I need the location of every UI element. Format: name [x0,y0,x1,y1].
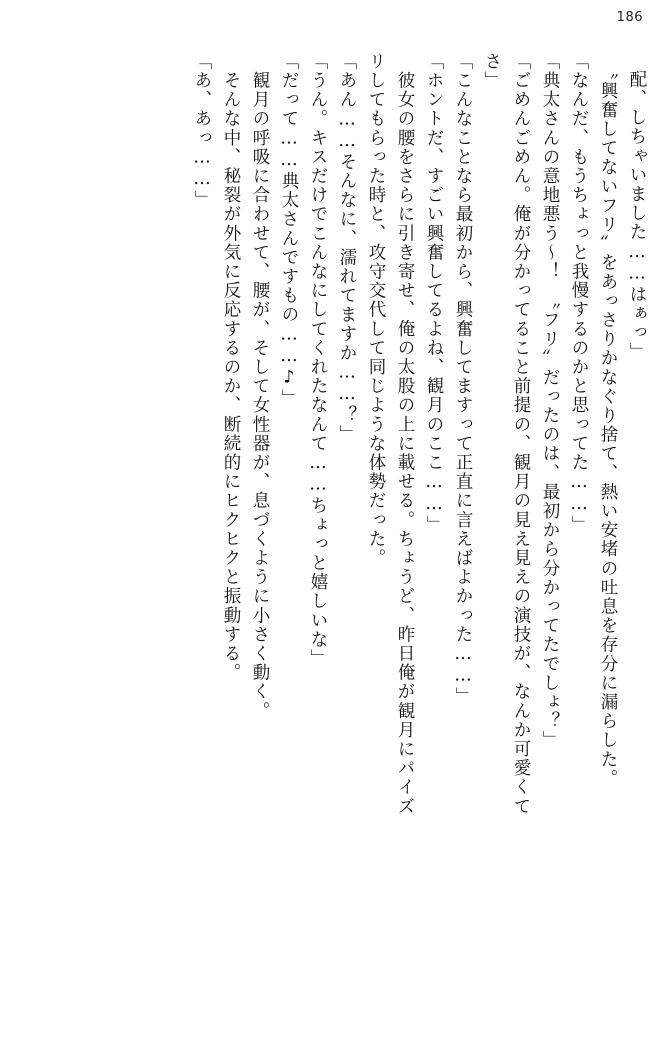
text-line: そんな中、秘裂が外気に反応するのか、断続的にヒクヒクと振動する。 [221,52,241,683]
body-text-block [24,52,645,1020]
text-line: 「ごめんごめん。俺が分かってること前提の、観月の見え見えの演技が、なんか可愛くて [511,52,531,816]
text-line: 「典太さんの意地悪う～！ 〝フリ〟だったのは、最初から分かってたでしょ？」 [540,52,560,750]
text-line: 「あ、あっ……」 [192,52,212,210]
text-line: リしてもらった時と、攻守交代して同じような体勢だった。 [366,52,386,568]
text-line: 「ホントだ、すごい興奮してるよね、観月のここ……」 [424,52,444,535]
text-line: 「なんだ、もうちょっと我慢するのかと思ってた……」 [569,52,589,535]
text-line: 「だって……典太さんですもの……♪」 [279,52,299,409]
text-line: 「うん。キスだけでこんなにしてくれたなんて……ちょっと嬉しいな」 [308,52,328,669]
text-line: 〝興奮してないフリ〟をあっさりかなぐり捨て、熱い安堵の吐息を存分に漏らした。 [598,52,618,789]
text-line: 「こんなことなら最初から、興奮してますって正直に言えばよかった……」 [453,52,473,707]
page-number: 186 [616,10,643,25]
text-line: 彼女の腰をさらに引き寄せ、俺の太股の上に載せる。ちょうど、昨日俺が観月にパイズ [395,52,415,816]
text-line: 観月の呼吸に合わせて、腰が、そして女性器が、息づくように小さく動く。 [250,52,270,721]
text-line: さ」 [482,52,502,91]
text-line: 「あん……そんなに、濡れてますか……？」 [337,52,357,444]
text-line: 配、しちゃいました……はぁっ」 [627,70,647,362]
